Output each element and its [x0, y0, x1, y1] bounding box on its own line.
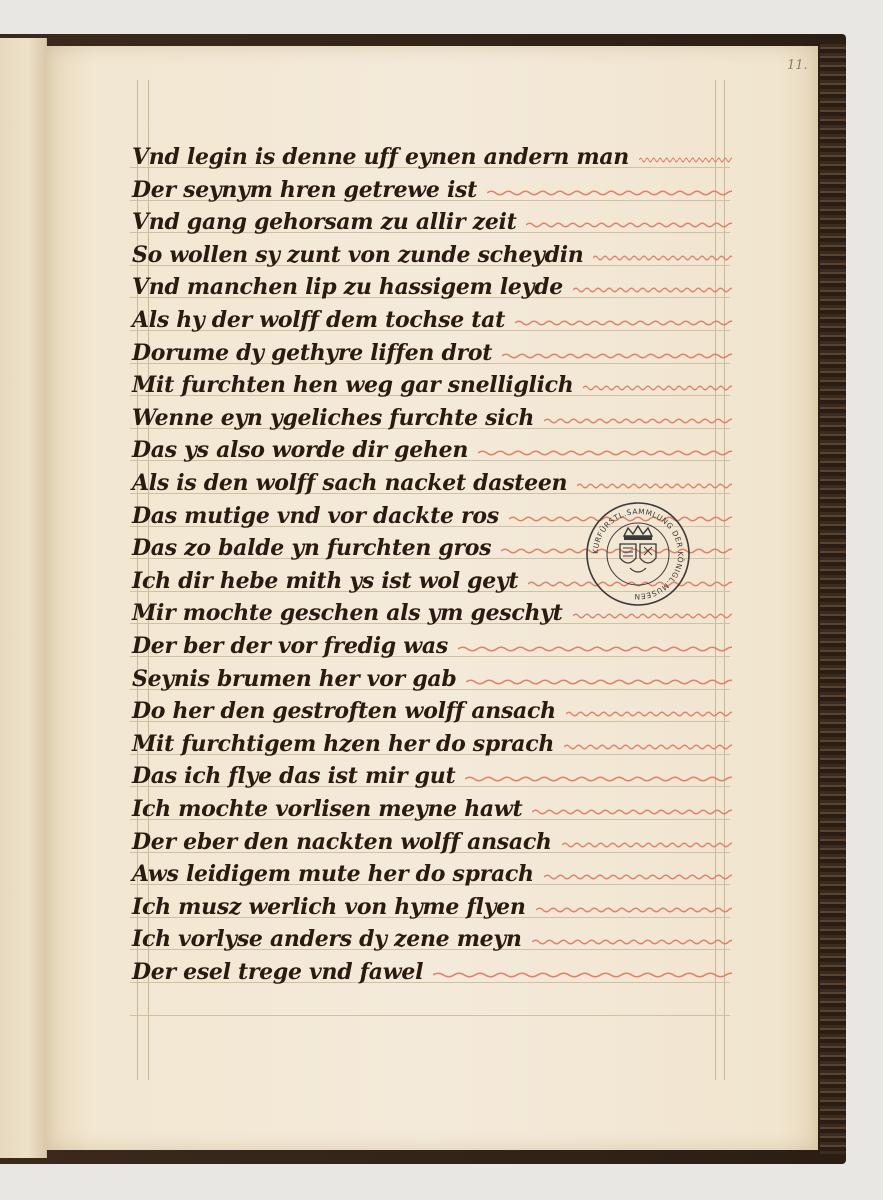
verse-text: Als hy der wolff dem tochse tat: [132, 307, 505, 333]
verse-text: Ich mochte vorlisen meyne hawt: [132, 796, 523, 822]
verse-line: [132, 759, 732, 789]
rubric-line-filler: [562, 841, 732, 849]
verse-line: [132, 303, 732, 333]
verse-text: Der seynym hren getrewe ist: [132, 176, 477, 203]
verse-text: Der esel trege vnd fawel: [132, 959, 424, 985]
verse-text: Das ys also worde dir gehen: [132, 437, 469, 464]
verse-text: Vnd legin is denne uff eynen andern man: [132, 144, 629, 170]
rubric-line-filler: [478, 449, 732, 457]
verse-line: [132, 629, 732, 659]
rubric-line-filler: [502, 352, 732, 360]
svg-text:KURFÜRSTL.SAMMLUNG DER KÖNIGL.: KURFÜRSTL.SAMMLUNG DER KÖNIGL.MUSEEN: [590, 506, 686, 602]
verse-line: [132, 336, 732, 366]
rubric-line-filler: [544, 873, 732, 881]
verse-line: [132, 140, 732, 170]
verse-text: Ich vorlyse anders dy zene meyn: [132, 926, 522, 953]
rubric-line-filler: [566, 710, 732, 718]
verse-text: Seynis brumen her vor gab: [132, 665, 457, 692]
verse-text: Mit furchten hen weg gar snelliglich: [132, 372, 574, 399]
verse-text: Mit furchtigem hzen her do sprach: [132, 730, 555, 757]
verse-line: [132, 662, 732, 692]
verse-line: [132, 922, 732, 952]
verse-line: [132, 433, 732, 463]
verse-line: [132, 466, 732, 496]
verse-text: So wollen sy zunt von zunde scheydin: [132, 241, 584, 268]
verse-text: Vnd manchen lip zu hassigem leyde: [132, 274, 563, 301]
verse-line: [132, 270, 732, 300]
verse-line: [132, 857, 732, 887]
verse-text: Ich musz werlich von hyme flyen: [132, 893, 526, 920]
verse-text: Wenne eyn ygeliches furchte sich: [132, 404, 535, 431]
verse-line: [132, 401, 732, 431]
rubric-line-filler: [526, 221, 732, 229]
rubric-line-filler: [433, 971, 732, 979]
verse-text: Mir mochte geschen als ym geschyt: [132, 600, 563, 627]
verse-line: [132, 890, 732, 920]
verse-line: [132, 727, 732, 757]
rubric-line-filler: [532, 938, 732, 946]
verse-text: Als is den wolff sach nacket dasteen: [132, 470, 568, 496]
rubric-line-filler: [465, 775, 732, 783]
verse-line: [132, 205, 732, 235]
rubric-line-filler: [515, 319, 732, 327]
verse-text: Do her den gestroften wolff ansach: [132, 698, 556, 725]
rubric-line-filler: [573, 286, 732, 294]
rubric-line-filler: [487, 189, 732, 197]
verse-text: Der eber den nackten wolff ansach: [132, 828, 552, 855]
verse-line: [132, 955, 732, 985]
verse-line: [132, 238, 732, 268]
verse-text: Der ber der vor fredig was: [132, 633, 448, 659]
rubric-line-filler: [583, 384, 732, 392]
verse-text: Vnd gang gehorsam zu allir zeit: [132, 209, 517, 236]
rubric-line-filler: [466, 678, 732, 686]
verse-line: [132, 825, 732, 855]
rubric-line-filler: [536, 906, 732, 914]
page-number: 11.: [787, 58, 808, 73]
rubric-line-filler: [573, 612, 732, 620]
verse-text: Aws leidigem mute her do sprach: [132, 861, 534, 888]
verse-line: [132, 173, 732, 203]
verse-line: [132, 368, 732, 398]
museum-stamp: [584, 500, 692, 608]
verse-line: [132, 792, 732, 822]
rubric-line-filler: [544, 417, 732, 425]
verse-text: Ich dir hebe mith ys ist wol geyt: [132, 567, 519, 594]
verse-text: Dorume dy gethyre liffen drot: [132, 339, 493, 366]
verse-text: Das zo balde yn furchten gros: [132, 535, 492, 562]
verse-text: Das mutige vnd vor dackte ros: [132, 502, 499, 529]
verse-line: [132, 694, 732, 724]
verse-text: Das ich flye das ist mir gut: [132, 763, 456, 790]
rubric-line-filler: [593, 254, 732, 262]
rubric-line-filler: [564, 743, 732, 751]
rubric-line-filler: [458, 645, 732, 653]
rubric-line-filler: [577, 482, 732, 490]
rubric-line-filler: [532, 808, 732, 816]
rubric-line-filler: [639, 156, 732, 164]
